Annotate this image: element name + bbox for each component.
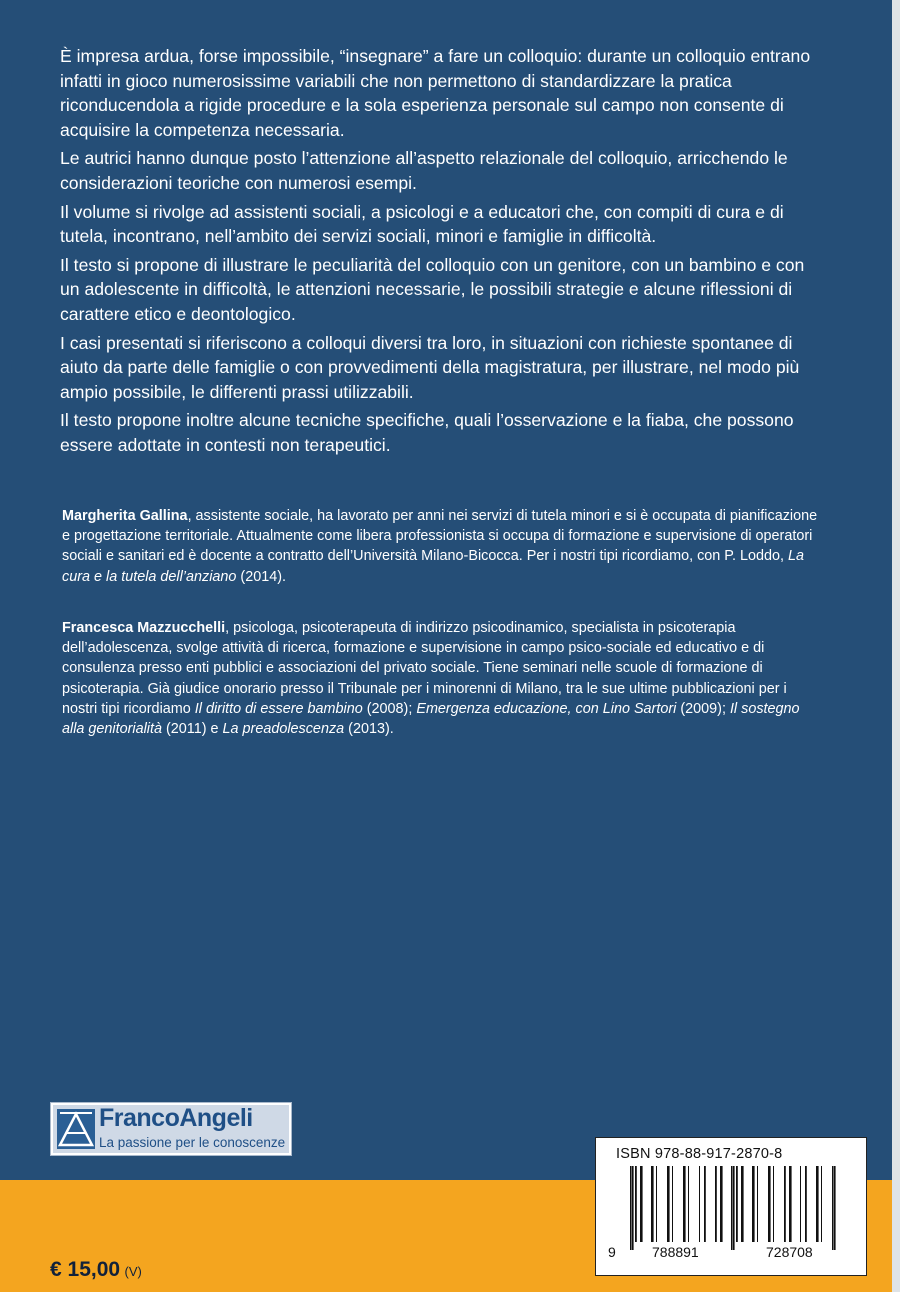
author-bio-gallina (62, 506, 822, 587)
barcode-left-digits: 788891 (652, 1244, 699, 1260)
isbn-text: ISBN 978-88-917-2870-8 (616, 1146, 783, 1162)
author-bio-text: , psicologa, psicoterapeuta di indirizzo psicodinamico, specialista in psicoterapia dell’adolescenza, svolge attività di ricerca, formazione e supervisione in campo psico-sociale ed educativo e di consulenza presso enti pubblici e associazioni del privato sociale. Tiene seminari nelle scuole di formazione di psicoterapia. Già giudice onorario presso il Tribunale per i minorenni di Milano, tra le sue ultime pubblicazioni per i nostri tipi ricordiamo (62, 620, 787, 717)
publisher-logo (50, 1102, 292, 1156)
description-paragraph: Il testo si propone di illustrare le peculiarità del colloquio con un genitore, con un bambino e con un adolescente in difficoltà, le attenzioni necessarie, le possibili strategie e alcune riflessioni di carattere etico e deontologico. (60, 254, 805, 324)
publication-year: (2014). (236, 568, 287, 585)
author-name: Francesca Mazzucchelli (62, 620, 226, 636)
description-paragraph: Il volume si rivolge ad assistenti sociali, a psicologi e a educatori che, con compiti di cura e di tutela, incontrano, nell’ambito dei servizi sociali, minori e famiglie in difficoltà. (60, 201, 784, 247)
publication-year: (2008); (362, 700, 417, 717)
description-paragraph: Il testo propone inoltre alcune tecniche specifiche, quali l’osservazione e la fiaba, che possono essere adottate in contesti non terapeutici. (60, 410, 794, 455)
barcode-panel (595, 1137, 867, 1276)
publication-title: La preadolescenza (222, 721, 345, 738)
description-paragraph: È impresa ardua, forse impossibile, “insegnare” a fare un colloquio: durante un colloquio entrano infatti in gioco numerosissime variabili che non permettono di standardizzare la pratica riconducendola a rigide procedure e la sola esperienza personale sul campo non consente di acquisire la competenza necessaria. (60, 46, 811, 140)
barcode-right-digits: 728708 (766, 1244, 813, 1260)
publication-title: La cura e la tutela dell’anziano (62, 548, 805, 585)
publication-year: (2013). (344, 721, 394, 738)
publisher-name: FrancoAngeli (99, 1104, 253, 1132)
publication-title: Il diritto di essere bambino (194, 700, 363, 717)
author-bio-text: , assistente sociale, ha lavorato per anni nei servizi di tutela minori e si è occupata di pianificazione e progettazione territoriale. Attualmente come libera professionista si occupa di formazione e supervisione di operatori sociali e sanitari ed è docente a contratto dell’Università Milano-Bicocca. Per i nostri tipi ricordiamo, con P. Loddo, (62, 508, 818, 565)
publication-year: (2011) e (162, 721, 223, 738)
barcode (606, 1166, 856, 1250)
publisher-tagline: La passione per le conoscenze (99, 1135, 286, 1150)
author-name: Margherita Gallina (62, 508, 188, 524)
book-description (60, 44, 812, 462)
publication-title: Il sostegno alla genitorialità (62, 700, 800, 738)
description-paragraph: Le autrici hanno dunque posto l’attenzione all’aspetto relazionale del colloquio, arricchendo le considerazioni teoriche con numerosi esempi. (60, 148, 788, 193)
publication-title: Emergenza educazione, con Lino Sartori (416, 700, 677, 717)
price-value: € 15,00 (50, 1258, 121, 1281)
description-paragraph: I casi presentati si riferiscono a colloqui diversi tra loro, in situazioni con richieste spontanee di aiuto da parte delle famiglie o con provvedimenti della magistratura, per illustrare, nel modo più ampio possibile, le differenti prassi utilizzabili. (60, 332, 800, 402)
cover-edge (892, 0, 900, 1292)
price-label (50, 1258, 142, 1282)
publisher-logo-icon (57, 1109, 95, 1149)
price-vat: (V) (124, 1264, 142, 1279)
author-bio-mazzucchelli (62, 618, 822, 739)
barcode-lead-digit: 9 (608, 1244, 616, 1260)
publication-year: (2009); (676, 700, 730, 717)
